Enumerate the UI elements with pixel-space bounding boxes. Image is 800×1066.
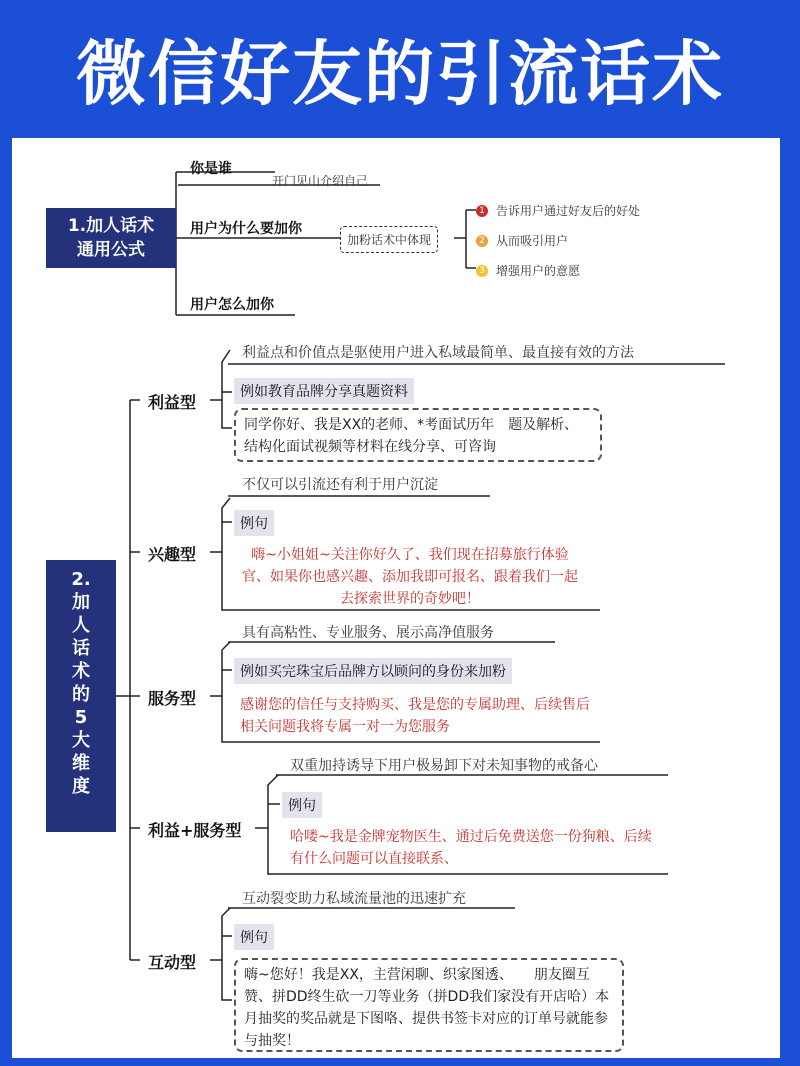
- node-why-box: 加粉话术中体现: [340, 226, 438, 253]
- type-benefit-desc: 利益点和价值点是驱使用户进入私域最简单、最直接有效的方法: [242, 345, 634, 361]
- section2-char: 度: [72, 776, 90, 797]
- type-interactive-example: 例句: [234, 924, 274, 950]
- section2-char: 大: [72, 730, 90, 751]
- type-interest-example: 例句: [234, 510, 274, 536]
- node-who-desc: 开门见山介绍自己: [272, 174, 369, 188]
- type-benefit-service-example: 例句: [282, 792, 322, 818]
- type-benefit-service: 利益+服务型: [148, 821, 242, 840]
- type-interactive: 互动型: [148, 953, 197, 972]
- number-badge-3: 3: [476, 265, 488, 277]
- section2-char: 人: [72, 615, 90, 636]
- node-how: 用户怎么加你: [190, 297, 274, 313]
- type-interest-desc: 不仅可以引流还有利于用户沉淀: [242, 477, 438, 493]
- type-benefit-example: 例如教育品牌分享真题资料: [234, 378, 414, 404]
- section1-label-line2: 通用公式: [77, 240, 145, 260]
- node-why: 用户为什么要加你: [190, 221, 302, 237]
- type-service-example: 例如买完珠宝后品牌方以顾问的身份来加粉: [234, 658, 512, 684]
- reason-item-1: [476, 202, 640, 219]
- section2-char: 加: [72, 592, 90, 613]
- type-service-text: 感谢您的信任与支持购买、我是您的专属助理、后续售后相关问题我将专属一对一为您服务: [240, 697, 590, 735]
- number-badge-2: 2: [476, 235, 488, 247]
- type-benefit-service-desc: 双重加持诱导下用户极易卸下对未知事物的戒备心: [290, 758, 598, 774]
- reason-text-2: 从而吸引用户: [496, 234, 569, 248]
- page-title: 微信好友的引流话术: [76, 33, 724, 115]
- type-benefit-service-text: 哈喽~我是金牌宠物医生、通过后免费送您一份狗粮、后续有什么问题可以直接联系、: [290, 829, 652, 867]
- type-interest: 兴趣型: [148, 545, 197, 564]
- section2-label: [46, 560, 116, 832]
- type-service-desc: 具有高粘性、专业服务、展示高净值服务: [242, 625, 494, 641]
- section2-char: 术: [72, 661, 90, 682]
- type-interactive-text: 嗨~您好！我是XX，主营闲聊、织家图透、 朋友圈互赞、拼DD终生砍一刀等业务（拼DD我们家没有开店哈）本月抽奖的奖品就是下图咯、提供书签卡对应的订单号就能参与抽奖！: [234, 958, 624, 1052]
- type-service: 服务型: [148, 689, 197, 708]
- section2-char: 5: [74, 707, 88, 728]
- reason-item-3: [476, 262, 580, 279]
- reason-text-3: 增强用户的意愿: [496, 264, 581, 278]
- section2-char: 的: [72, 684, 90, 705]
- section2-char: 维: [72, 753, 90, 774]
- number-badge-1: 1: [476, 205, 488, 217]
- type-benefit-text: 同学你好、我是XX的老师、*考面试历年 题及解析、结构化面试视频等材料在线分享、可咨询: [234, 408, 602, 462]
- node-who: 你是谁: [190, 161, 232, 177]
- reason-item-2: [476, 232, 568, 249]
- section2-char: 话: [72, 638, 90, 659]
- reason-text-1: 告诉用户通过好友后的好处: [496, 204, 641, 218]
- type-interactive-desc: 互动裂变助力私域流量池的迅速扩充: [242, 891, 466, 907]
- section1-label: [46, 208, 176, 268]
- type-benefit: 利益型: [148, 393, 197, 412]
- section1-label-line1: 1.加人话术: [67, 216, 155, 236]
- section2-char: 2.: [71, 569, 91, 590]
- type-interest-text: 嗨~小姐姐~关注你好久了、我们现在招募旅行体验官、如果你也感兴趣、添加我即可报名、跟着我们一起去探索世界的奇妙吧！: [242, 547, 578, 607]
